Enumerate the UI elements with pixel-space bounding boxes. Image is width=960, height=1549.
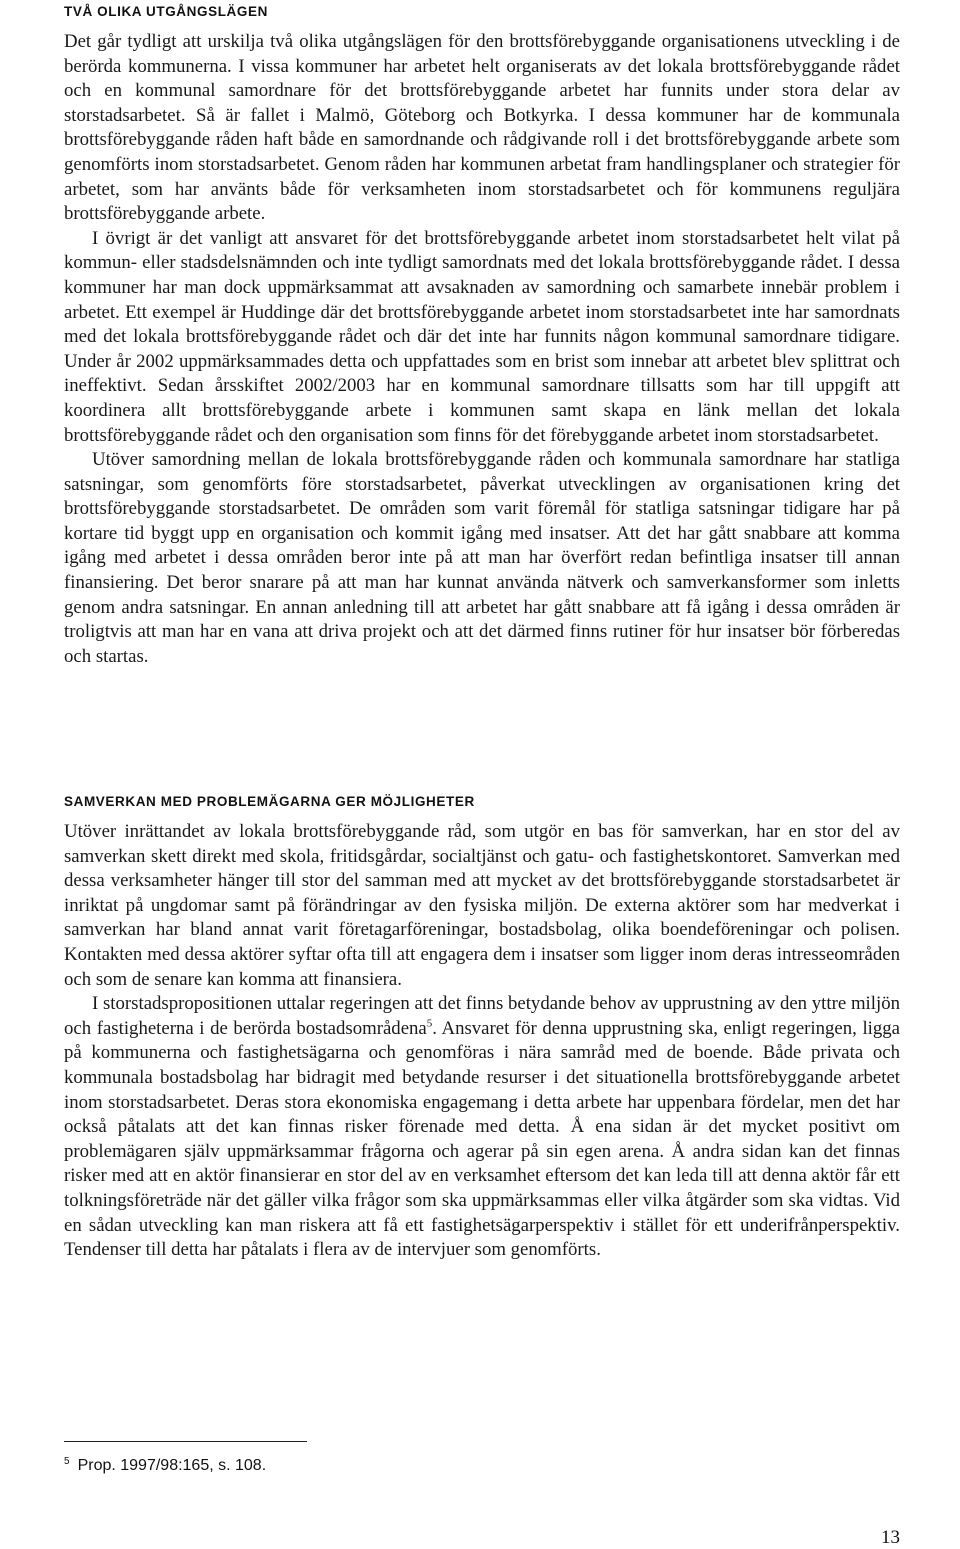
paragraph: Utöver samordning mellan de lokala brottsförebyggande råden och kommunala samordnare har statliga satsningar, som genomförts före storstadsarbetet, påverkat utvecklingen av organisationen kring det brottsförebyggande storstadsarbetet. De områden som varit föremål för statliga satsningar tidigare har på kortare tid byggt upp en organisation och kommit igång med insatser. Att det har gått snabbare att komma igång med arbetet i dessa områden beror inte på att man har överfört redan befintliga insatser till annan finansiering. Det beror snarare på att man har kunnat använda nätverk och samverkansformer som inletts genom andra satsningar. En annan anledning till att arbetet har gått snabbare att få igång i dessa områden är troligtvis att man har en vana att driva projekt och att det därmed finns rutiner för hur insatser bör förberedas och startas. bbox=[64, 449, 900, 667]
footnote-divider bbox=[64, 1441, 307, 1442]
paragraph-text: . Ansvaret för denna upprustning ska, enligt regeringen, ligga på kommunerna och fastighetsägarna och genomföras i nära samråd med de boende. Både privata och kommunala bostadsbolag har bidragit med betydande resurser i det situationella brottsförebyggande arbetet inom storstadsarbetet. Deras stora ekonomiska engagemang i detta arbete har uppenbara fördelar, men det har också påtalats att det kan finnas risker förenade med detta. Å ena sidan är det mycket positivt om problemägaren själv uppmärksammar frågorna och agerar på sin egen arena. Å andra sidan kan det finnas risker med att en aktör finansierar en stor del av en verksamhet eftersom det kan leda till att denna aktör får ett tolkningsföreträde när det gäller vilka frågor som ska uppmärksammas eller vilka åtgärder som ska vidtas. Vid en sådan utveckling kan man riskera att få ett fastighetsägarperspektiv i stället för ett underifrånperspektiv. Tendenser till detta har påtalats i flera av de intervjuer som genomförts. bbox=[64, 1017, 901, 1261]
paragraph-text: I storstadspropositionen uttalar regeringen att det finns betydande behov av upprustning av den yttre miljön och fastigheterna i de berörda bostadsområdena bbox=[64, 993, 900, 1039]
section-heading: SAMVERKAN MED PROBLEMÄGARNA GER MÖJLIGHETER bbox=[64, 794, 475, 809]
section-body bbox=[64, 820, 900, 1263]
paragraph: I övrigt är det vanligt att ansvaret för det brottsförebyggande arbetet inom storstadsarbetet helt vilat på kommun- eller stadsdelsnämnden och inte tydligt samordnats med det lokala brottsförebyggande rådet. I dessa kommuner har man dock uppmärksammat att avsaknaden av samordning och samarbete innebär problem i arbetet. Ett exempel är Huddinge där det brottsförebyggande arbetet inom storstadsarbetet inte har samordnats med det lokala brottsförebyggande rådet och där det inte har funnits någon kommunal samordnare tidigare. Under år 2002 uppmärksammades detta och uppfattades som en brist som innebar att arbetet blev splittrat och ineffektivt. Sedan årsskiftet 2002/2003 har en kommunal samordnare tillsatts som har till uppgift att koordinera allt brottsförebyggande arbete i kommunen samt skapa en länk mellan det lokala brottsförebyggande rådet och den organisation som finns för det förebyggande arbetet inom storstadsarbetet. bbox=[64, 227, 900, 446]
paragraph: Det går tydligt att urskilja två olika utgångslägen för den brottsförebyggande organisationens utveckling i de berörda kommunerna. I vissa kommuner har arbetet helt organiserats av det lokala brottsförebyggande rådet och en kommunal samordnare för det brottsförebyggande arbetet har funnits under stora delar av storstadsarbetet. Så är fallet i Malmö, Göteborg och Botkyrka. I dessa kommuner har de kommunala brottsförebyggande råden haft både en samordnande och rådgivande roll i det brottsförebyggande arbete som genomförts inom storstadsarbetet. Genom råden har kommunen arbetat fram handlingsplaner och strategier för arbetet, som har använts både för verksamheten inom storstadsarbetet och för kommunens reguljära brottsförebyggande arbete. bbox=[64, 31, 900, 225]
footnote bbox=[64, 1457, 266, 1475]
section-heading: TVÅ OLIKA UTGÅNGSLÄGEN bbox=[64, 4, 268, 19]
page-number: 13 bbox=[881, 1527, 900, 1548]
footnote-number: 5 bbox=[64, 1455, 70, 1467]
paragraph bbox=[64, 992, 900, 1263]
footnote-text: Prop. 1997/98:165, s. 108. bbox=[77, 1457, 267, 1474]
paragraph: Utöver inrättandet av lokala brottsförebyggande råd, som utgör en bas för samverkan, har en stor del av samverkan skett direkt med skola, fritidsgårdar, socialtjänst och gatu- och fastighetskontoret. Samverkan med dessa verksamheter hänger till stor del samman med att mycket av det brottsförebyggande storstadsarbetet är inriktat på ungdomar samt på förändringar av den fysiska miljön. De externa aktörer som har medverkat i samverkan har bland annat varit företagarföreningar, bostadsbolag, olika boendeföreningar och polisen. Kontakten med dessa aktörer syftar ofta till att engagera dem i insatser som ligger inom deras intresseområden och som de senare kan komma att finansiera. bbox=[64, 821, 900, 990]
footnote-reference[interactable]: 5 bbox=[426, 1017, 433, 1030]
section-body bbox=[64, 30, 900, 669]
